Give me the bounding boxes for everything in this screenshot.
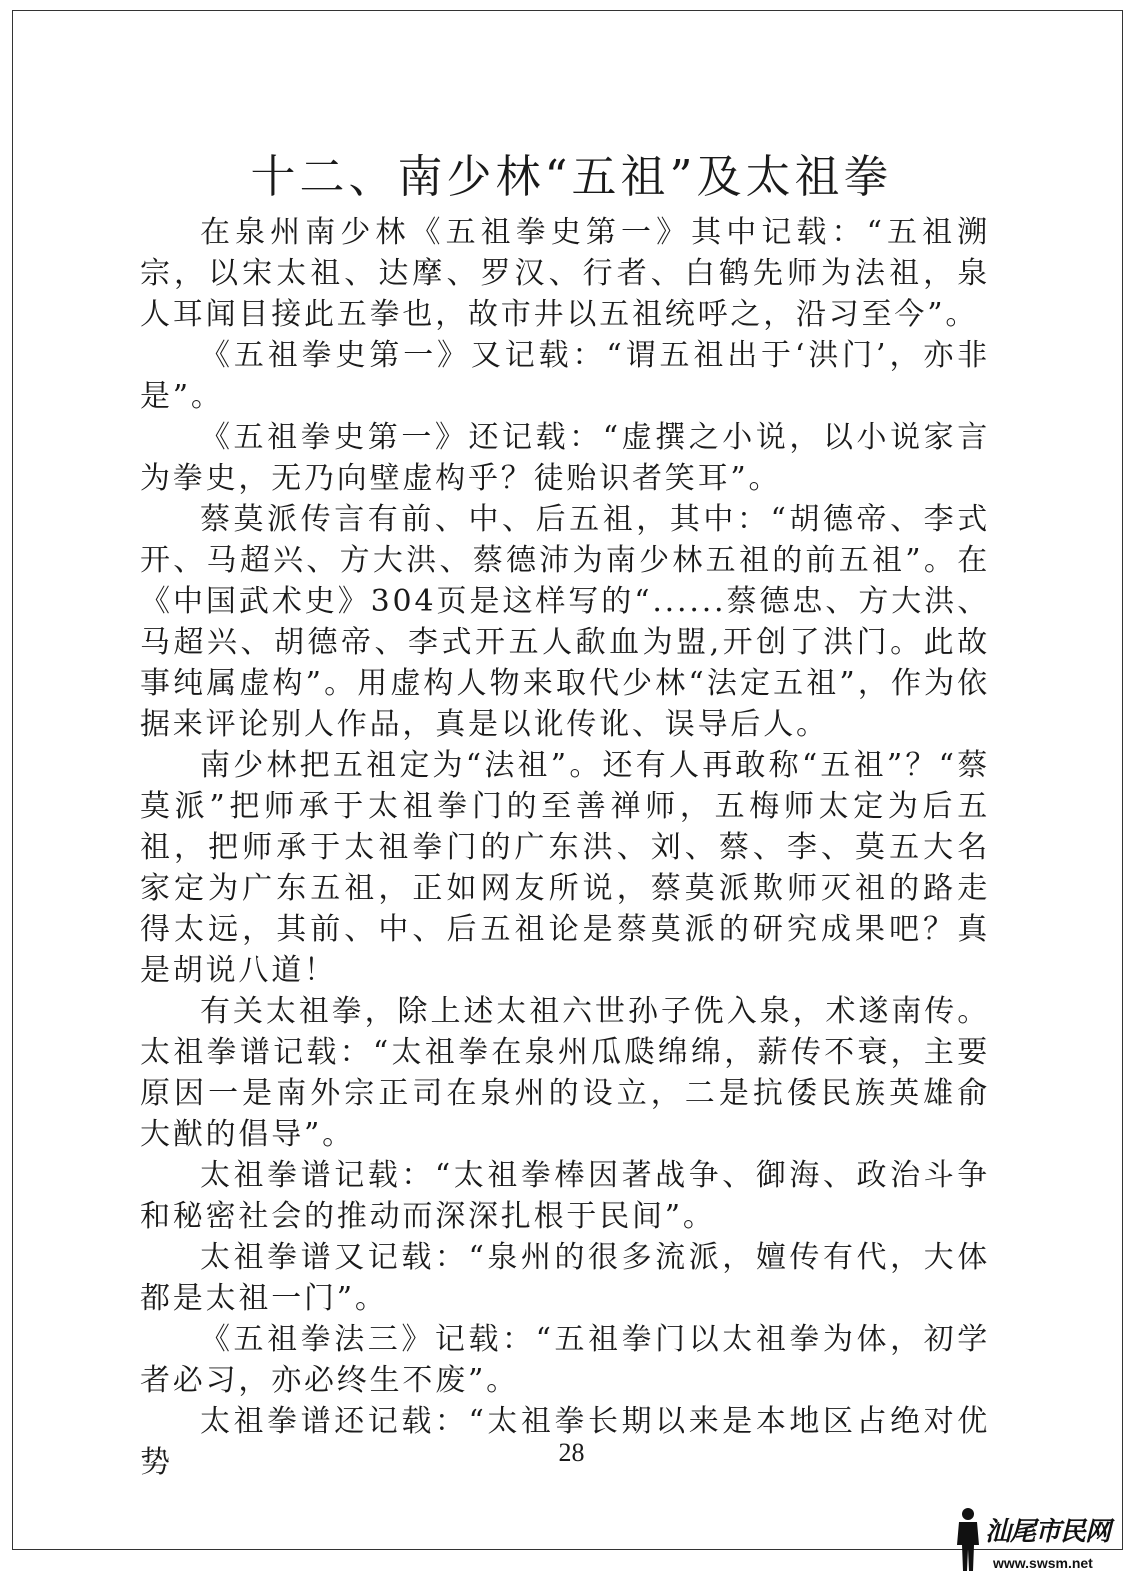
watermark-site-name: 汕尾市民网 — [985, 1517, 1111, 1547]
paragraph-8: 太祖拳谱又记载：“泉州的很多流派，嬗传有代，大体都是太祖一门”。 — [140, 1240, 990, 1316]
site-watermark — [953, 1503, 1123, 1573]
body-text — [140, 212, 990, 1483]
watermark-url: www.swsm.net — [993, 1555, 1093, 1571]
paragraph-10: 太祖拳谱还记载：“太祖拳长期以来是本地区占绝对优势 — [140, 1404, 990, 1480]
page-number: 28 — [558, 1438, 585, 1467]
paragraph-6: 有关太祖拳，除上述太祖六世孙子侁入泉，术遂南传。太祖拳谱记载：“太祖拳在泉州瓜瓞绵绵，薪传不衰，主要原因一是南外宗正司在泉州的设立，二是抗倭民族英雄俞大猷的倡导”。 — [140, 994, 990, 1152]
paragraph-3: 《五祖拳史第一》还记载：“虚撰之小说，以小说家言为拳史，无乃向壁虚构乎？徒贻识者笑耳”。 — [140, 420, 990, 496]
chapter-title: 十二、南少林“五祖”及太祖拳 — [250, 150, 893, 203]
paragraph-4: 蔡莫派传言有前、中、后五祖，其中：“胡德帝、李式开、马超兴、方大洪、蔡德沛为南少林五祖的前五祖”。在《中国武术史》304页是这样写的“......蔡德忠、方大洪、马超兴、胡德帝、李式开五人歃血为盟,开创了洪门。此故事纯属虚构”。用虚构人物来取代少林“法定五祖”，作为依据来评论别人作品，真是以讹传讹、误导后人。 — [140, 502, 990, 742]
person-silhouette-icon — [953, 1507, 983, 1573]
paragraph-1: 在泉州南少林《五祖拳史第一》其中记载：“五祖溯宗，以宋太祖、达摩、罗汉、行者、白鹤先师为法祖，泉人耳闻目接此五拳也，故市井以五祖统呼之，沿习至今”。 — [140, 215, 990, 332]
paragraph-2: 《五祖拳史第一》又记载：“谓五祖出于‘洪门’，亦非是”。 — [140, 338, 990, 414]
paragraph-5: 南少林把五祖定为“法祖”。还有人再敢称“五祖”？“蔡莫派”把师承于太祖拳门的至善禅师，五梅师太定为后五祖，把师承于太祖拳门的广东洪、刘、蔡、李、莫五大名家定为广东五祖，正如网友所说，蔡莫派欺师灭祖的路走得太远，其前、中、后五祖论是蔡莫派的研究成果吧？真是胡说八道！ — [140, 748, 990, 988]
paragraph-9: 《五祖拳法三》记载：“五祖拳门以太祖拳为体，初学者必习，亦必终生不废”。 — [140, 1322, 990, 1398]
paragraph-7: 太祖拳谱记载：“太祖拳棒因著战争、御海、政治斗争和秘密社会的推动而深深扎根于民间”。 — [140, 1158, 990, 1234]
